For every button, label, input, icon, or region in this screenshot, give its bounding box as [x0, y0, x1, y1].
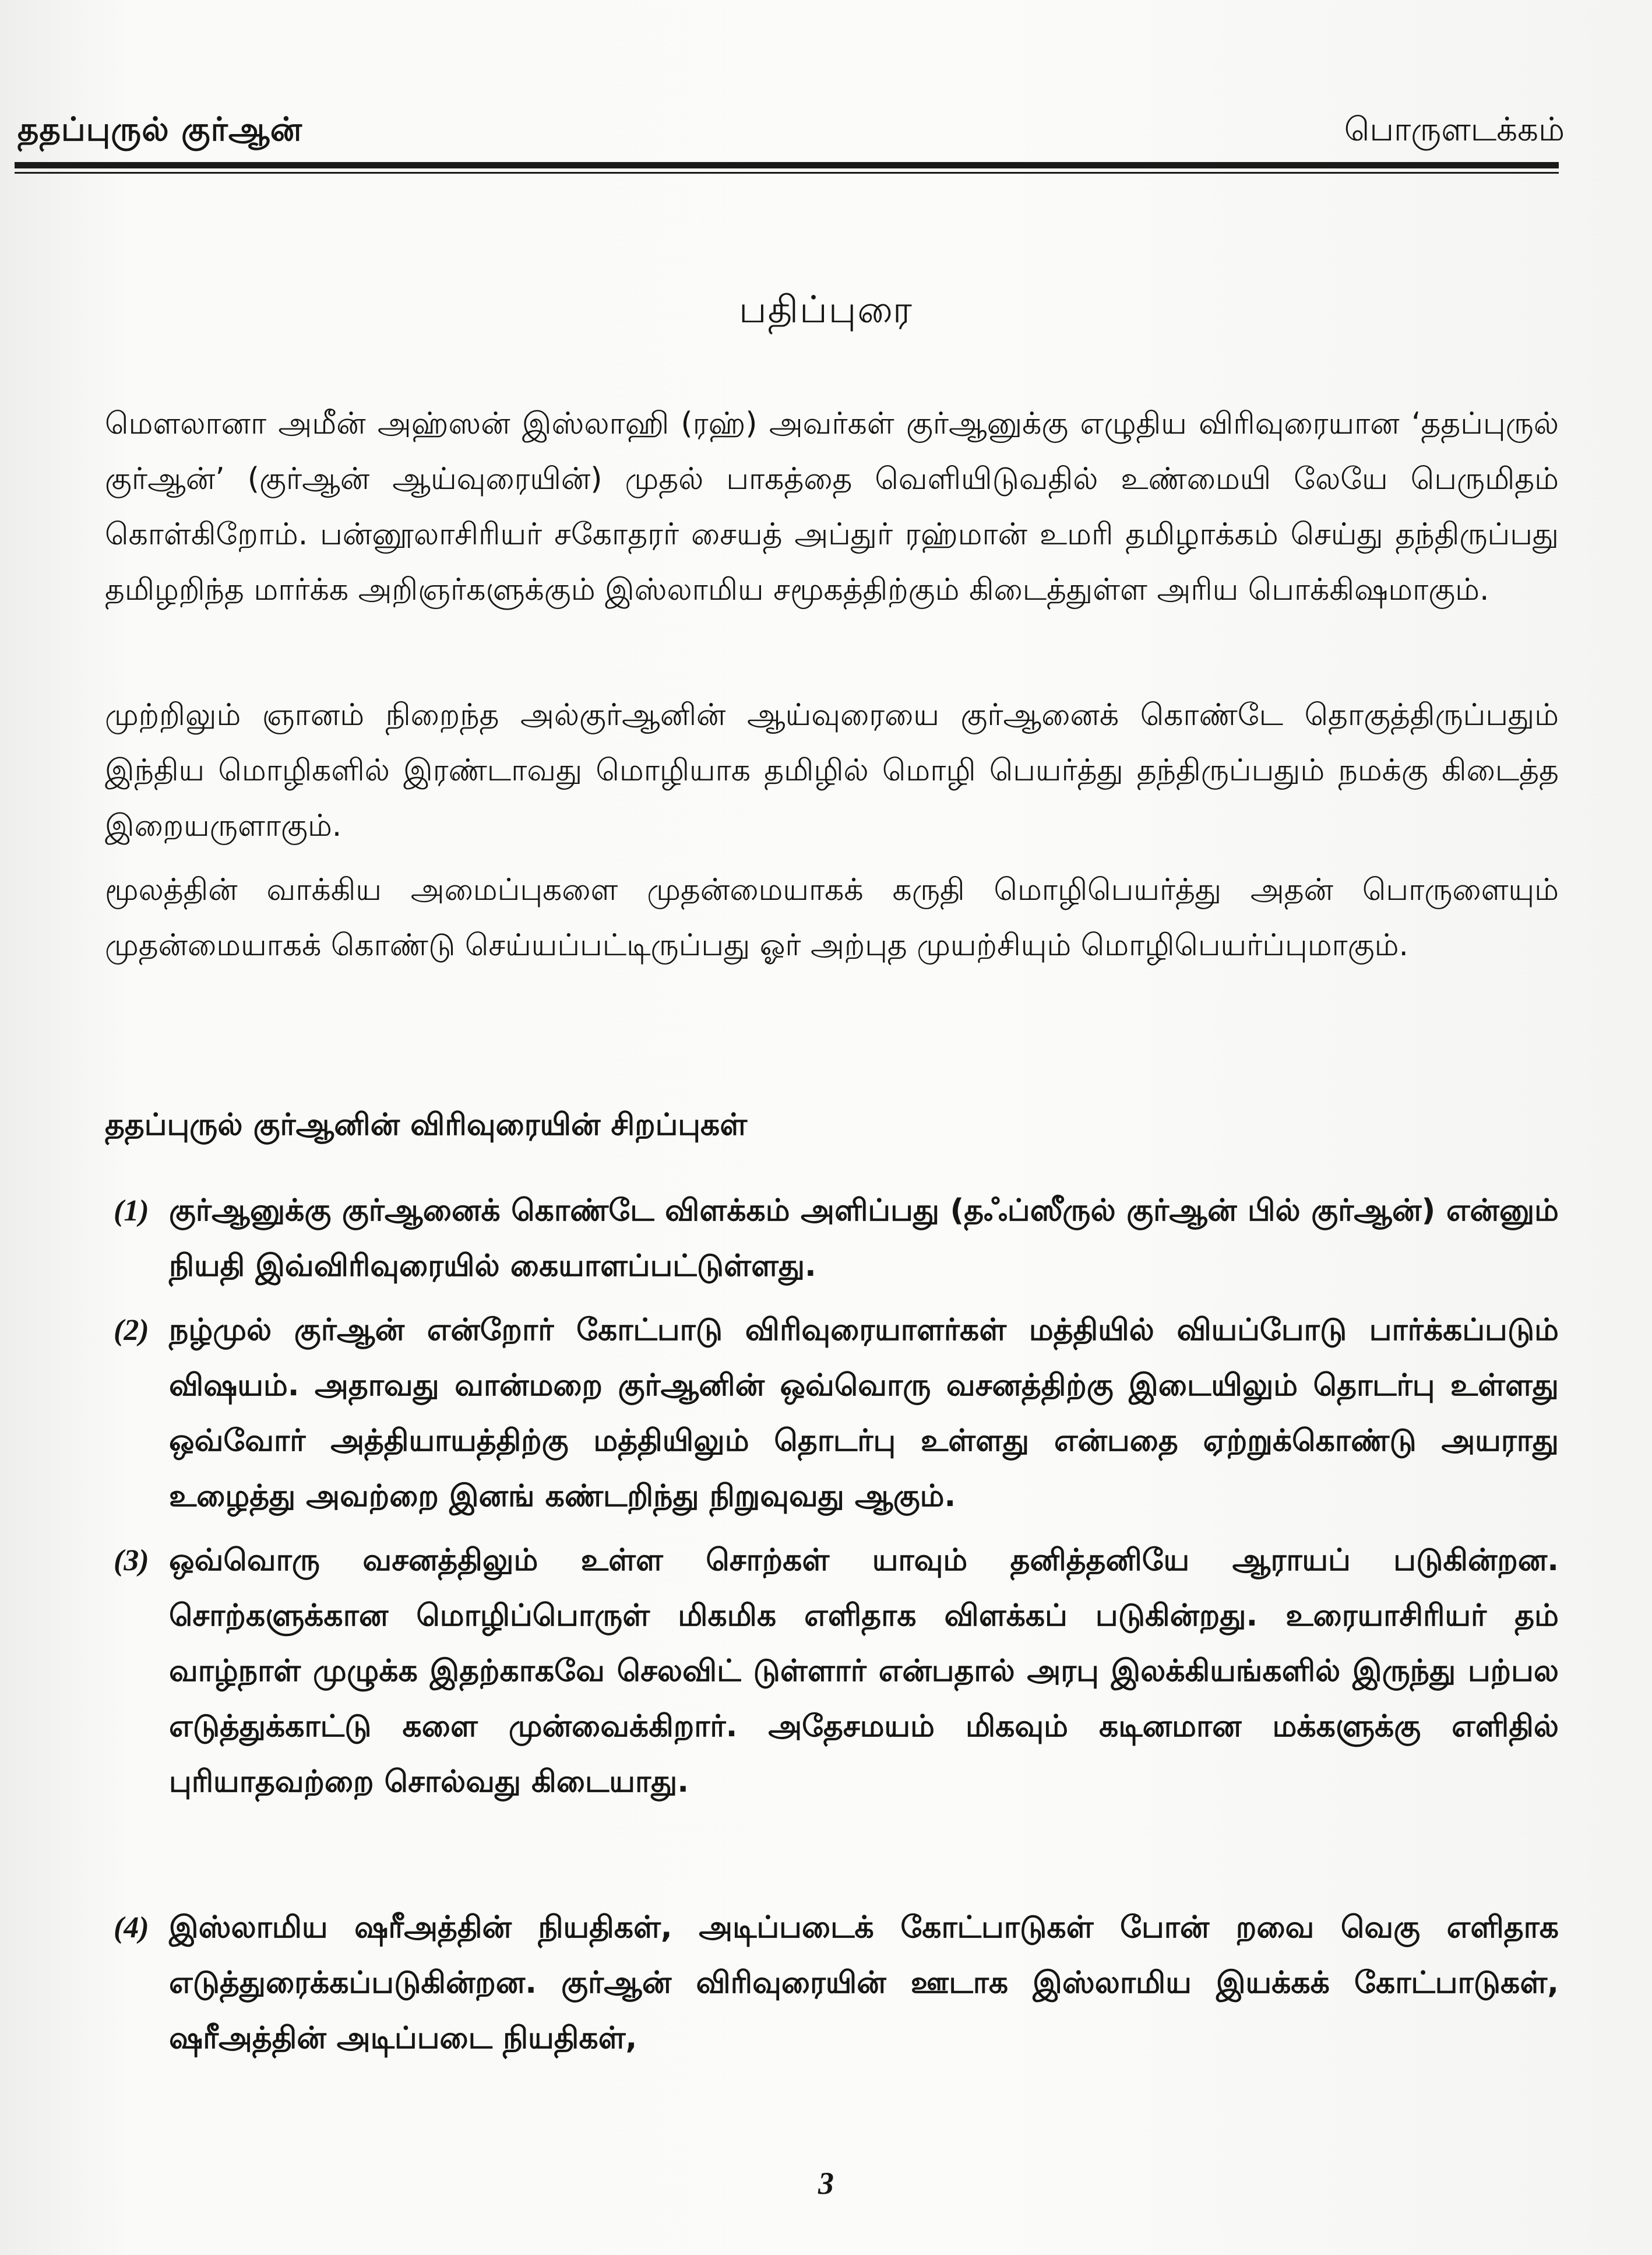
feature-text: ஒவ்வொரு வசனத்திலும் உள்ள சொற்கள் யாவும் தனித்தனியே ஆராயப் படுகின்றன. சொற்களுக்கான மொழிப்பொருள் மிகமிக எளிதாக விளக்கப் படுகின்றது. உரையாசிரியர் தம் வாழ்நாள் முழுக்க இதற்காகவே செலவிட் டுள்ளார் என்பதால் அரபு இலக்கியங்களில் இருந்து பற்பல எடுத்துக்காட்டு களை முன்வைக்கிறார். அதேசமயம் மிகவும் கடினமான மக்களுக்கு எளிதில் புரியாதவற்றை சொல்வது கிடையாது. [169, 1543, 1559, 1799]
paragraph: மௌலானா அமீன் அஹ்ஸன் இஸ்லாஹி (ரஹ்) அவர்கள் குர்ஆனுக்கு எழுதிய விரிவுரையான ‘ததப்புருல் குர்ஆன்’ (குர்ஆன் ஆய்வுரையின்) முதல் பாகத்தை வெளியிடுவதில் உண்மையி லேயே பெருமிதம் கொள்கிறோம். பன்னூலாசிரியர் சகோதரர் சையத் அப்துர் ரஹ்மான் உமரி தமிழாக்கம் செய்து தந்திருப்பது தமிழறிந்த மார்க்க அறிஞர்களுக்கும் இஸ்லாமிய சமூகத்திற்கும் கிடைத்துள்ள அரிய பொக்கிஷமாகும். [105, 406, 1559, 607]
feature-number: (4) [114, 1911, 149, 1944]
header-rule-thin [15, 172, 1559, 174]
feature-number: (2) [114, 1314, 149, 1347]
running-header-section: பொருளடக்கம் [1344, 111, 1565, 149]
page-number: 3 [818, 2166, 834, 2201]
paragraph: மூலத்தின் வாக்கிய அமைப்புகளை முதன்மையாகக் கருதி மொழிபெயர்த்து அதன் பொருளையும் முதன்மையாகக் கொண்டு செய்யப்பட்டிருப்பது ஓர் அற்புத முயற்சியும் மொழிபெயர்ப்புமாகும். [105, 873, 1559, 963]
feature-item [114, 1533, 1559, 1810]
section-heading: ததப்புருல் குர்ஆனின் விரிவுரையின் சிறப்புகள் [105, 1107, 748, 1142]
feature-text: நழ்முல் குர்ஆன் என்றோர் கோட்பாடு விரிவுரையாளர்கள் மத்தியில் வியப்போடு பார்க்கப்படும் விஷயம். அதாவது வான்மறை குர்ஆனின் ஒவ்வொரு வசனத்திற்கு இடையிலும் தொடர்பு உள்ளது ஒவ்வோர் அத்தியாயத்திற்கு மத்தியிலும் தொடர்பு உள்ளது என்பதை ஏற்றுக்கொண்டு அயராது உழைத்து அவற்றை இனங் கண்டறிந்து நிறுவுவது ஆகும். [169, 1313, 1559, 1514]
feature-item [114, 1303, 1559, 1524]
feature-text: இஸ்லாமிய ஷரீஅத்தின் நியதிகள், அடிப்படைக் கோட்பாடுகள் போன் றவை வெகு எளிதாக எடுத்துரைக்கப்படுகின்றன. குர்ஆன் விரிவுரையின் ஊடாக இஸ்லாமிய இயக்கக் கோட்பாடுகள், ஷரீஅத்தின் அடிப்படை நியதிகள், [169, 1910, 1559, 2056]
page-title: பதிப்புரை [739, 289, 913, 332]
running-header-book-title: ததப்புருல் குர்ஆன் [17, 111, 302, 149]
feature-text: குர்ஆனுக்கு குர்ஆனைக் கொண்டே விளக்கம் அளிப்பது (தஃப்ஸீருல் குர்ஆன் பில் குர்ஆன்) என்னும் நியதி இவ்விரிவுரையில் கையாளப்பட்டுள்ளது. [169, 1193, 1559, 1283]
feature-number: (3) [114, 1544, 149, 1577]
feature-item [114, 1183, 1559, 1294]
feature-number: (1) [114, 1194, 149, 1227]
paragraph: முற்றிலும் ஞானம் நிறைந்த அல்குர்ஆனின் ஆய்வுரையை குர்ஆனைக் கொண்டே தொகுத்திருப்பதும் இந்திய மொழிகளில் இரண்டாவது மொழியாக தமிழில் மொழி பெயர்த்து தந்திருப்பதும் நமக்கு கிடைத்த இறையருளாகும். [105, 698, 1559, 843]
feature-item [114, 1900, 1559, 2066]
header-rule [15, 162, 1559, 168]
